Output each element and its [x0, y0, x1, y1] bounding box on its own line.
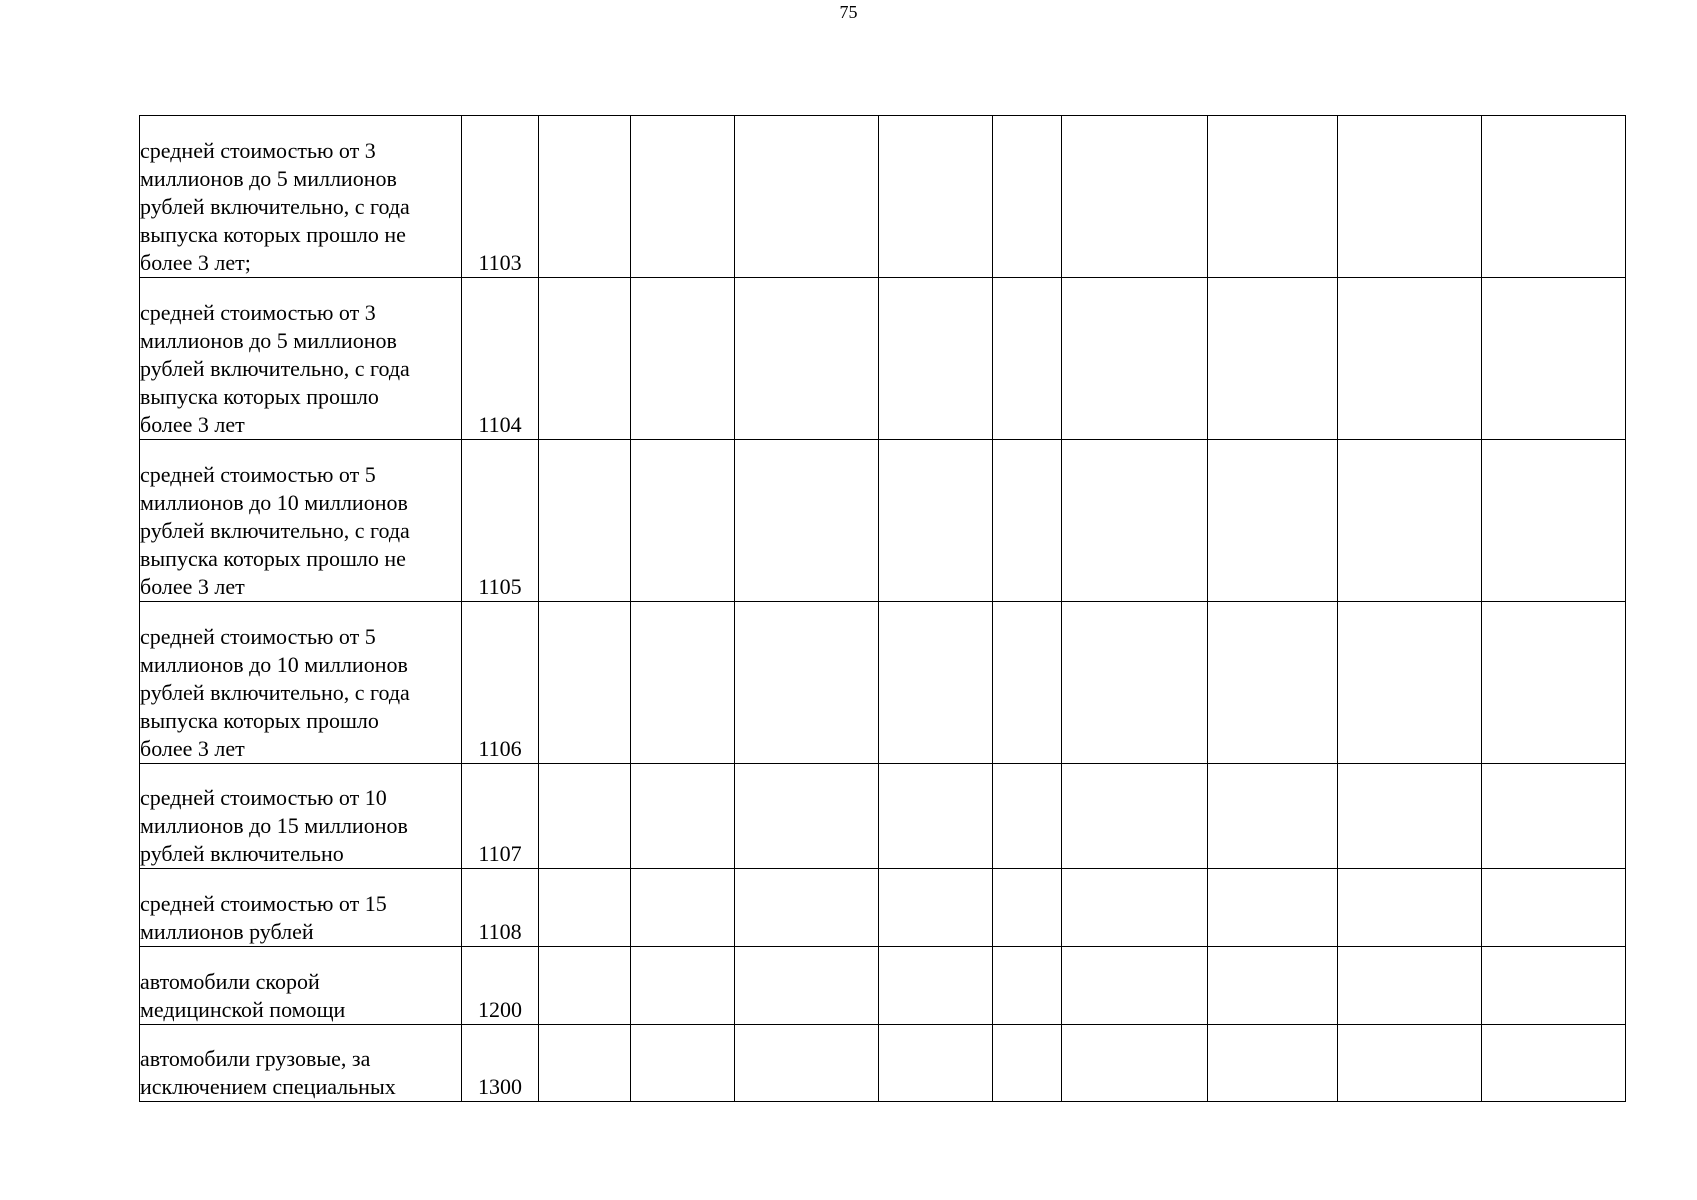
- empty-value-cell: [539, 1025, 631, 1102]
- empty-value-cell: [1208, 278, 1338, 440]
- empty-value-cell: [1482, 1025, 1626, 1102]
- empty-value-cell: [1482, 947, 1626, 1025]
- empty-value-cell: [539, 440, 631, 602]
- empty-value-cell: [735, 1025, 879, 1102]
- empty-value-cell: [1208, 440, 1338, 602]
- row-code: 1105: [462, 440, 539, 602]
- empty-value-cell: [539, 278, 631, 440]
- page-number: 75: [839, 2, 858, 22]
- empty-value-cell: [1482, 764, 1626, 869]
- empty-value-cell: [1338, 278, 1482, 440]
- empty-value-cell: [735, 869, 879, 947]
- row-code: 1300: [462, 1025, 539, 1102]
- empty-value-cell: [1208, 947, 1338, 1025]
- empty-value-cell: [879, 869, 993, 947]
- empty-value-cell: [1338, 947, 1482, 1025]
- table-row: [140, 1025, 1626, 1102]
- empty-value-cell: [1062, 869, 1208, 947]
- empty-value-cell: [539, 869, 631, 947]
- table-row: [140, 764, 1626, 869]
- empty-value-cell: [879, 602, 993, 764]
- empty-value-cell: [879, 278, 993, 440]
- empty-value-cell: [1208, 1025, 1338, 1102]
- empty-value-cell: [879, 764, 993, 869]
- table-row: [140, 440, 1626, 602]
- empty-value-cell: [1338, 1025, 1482, 1102]
- empty-value-cell: [1062, 440, 1208, 602]
- vehicle-cost-table: [139, 115, 1626, 1102]
- empty-value-cell: [1338, 869, 1482, 947]
- row-description: средней стоимостью от 5 миллионов до 10 миллионов рублей включительно, с года выпуска которых прошло более 3 лет: [140, 602, 462, 764]
- empty-value-cell: [1482, 116, 1626, 278]
- empty-value-cell: [993, 869, 1062, 947]
- empty-value-cell: [735, 602, 879, 764]
- empty-value-cell: [631, 116, 735, 278]
- table-body: [140, 116, 1626, 1102]
- empty-value-cell: [1208, 869, 1338, 947]
- empty-value-cell: [993, 947, 1062, 1025]
- empty-value-cell: [993, 1025, 1062, 1102]
- row-description: автомобили грузовые, за исключением специальных: [140, 1025, 462, 1102]
- row-description: средней стоимостью от 10 миллионов до 15 миллионов рублей включительно: [140, 764, 462, 869]
- empty-value-cell: [539, 764, 631, 869]
- row-description: средней стоимостью от 15 миллионов рублей: [140, 869, 462, 947]
- table-row: [140, 116, 1626, 278]
- row-code: 1107: [462, 764, 539, 869]
- empty-value-cell: [1208, 602, 1338, 764]
- empty-value-cell: [631, 764, 735, 869]
- empty-value-cell: [631, 278, 735, 440]
- empty-value-cell: [1062, 1025, 1208, 1102]
- empty-value-cell: [631, 869, 735, 947]
- empty-value-cell: [879, 440, 993, 602]
- empty-value-cell: [1062, 764, 1208, 869]
- empty-value-cell: [879, 1025, 993, 1102]
- row-description: автомобили скорой медицинской помощи: [140, 947, 462, 1025]
- empty-value-cell: [1338, 116, 1482, 278]
- empty-value-cell: [631, 602, 735, 764]
- row-code: 1104: [462, 278, 539, 440]
- empty-value-cell: [735, 278, 879, 440]
- empty-value-cell: [539, 947, 631, 1025]
- empty-value-cell: [1208, 116, 1338, 278]
- row-code: 1108: [462, 869, 539, 947]
- empty-value-cell: [1062, 278, 1208, 440]
- empty-value-cell: [735, 440, 879, 602]
- table-row: [140, 869, 1626, 947]
- row-code: 1106: [462, 602, 539, 764]
- empty-value-cell: [993, 764, 1062, 869]
- row-description: средней стоимостью от 3 миллионов до 5 миллионов рублей включительно, с года выпуска которых прошло не более 3 лет;: [140, 116, 462, 278]
- empty-value-cell: [1062, 116, 1208, 278]
- empty-value-cell: [631, 1025, 735, 1102]
- empty-value-cell: [735, 947, 879, 1025]
- empty-value-cell: [879, 947, 993, 1025]
- empty-value-cell: [631, 440, 735, 602]
- empty-value-cell: [1482, 440, 1626, 602]
- row-code: 1200: [462, 947, 539, 1025]
- empty-value-cell: [539, 602, 631, 764]
- row-description: средней стоимостью от 5 миллионов до 10 миллионов рублей включительно, с года выпуска которых прошло не более 3 лет: [140, 440, 462, 602]
- empty-value-cell: [1338, 440, 1482, 602]
- table-row: [140, 602, 1626, 764]
- empty-value-cell: [1208, 764, 1338, 869]
- empty-value-cell: [993, 602, 1062, 764]
- empty-value-cell: [1482, 602, 1626, 764]
- empty-value-cell: [993, 278, 1062, 440]
- empty-value-cell: [1338, 764, 1482, 869]
- empty-value-cell: [735, 116, 879, 278]
- empty-value-cell: [879, 116, 993, 278]
- empty-value-cell: [1338, 602, 1482, 764]
- empty-value-cell: [1062, 602, 1208, 764]
- row-code: 1103: [462, 116, 539, 278]
- empty-value-cell: [1062, 947, 1208, 1025]
- empty-value-cell: [993, 440, 1062, 602]
- empty-value-cell: [735, 764, 879, 869]
- empty-value-cell: [539, 116, 631, 278]
- empty-value-cell: [993, 116, 1062, 278]
- table-row: [140, 947, 1626, 1025]
- empty-value-cell: [631, 947, 735, 1025]
- row-description: средней стоимостью от 3 миллионов до 5 миллионов рублей включительно, с года выпуска которых прошло более 3 лет: [140, 278, 462, 440]
- empty-value-cell: [1482, 869, 1626, 947]
- empty-value-cell: [1482, 278, 1626, 440]
- table-row: [140, 278, 1626, 440]
